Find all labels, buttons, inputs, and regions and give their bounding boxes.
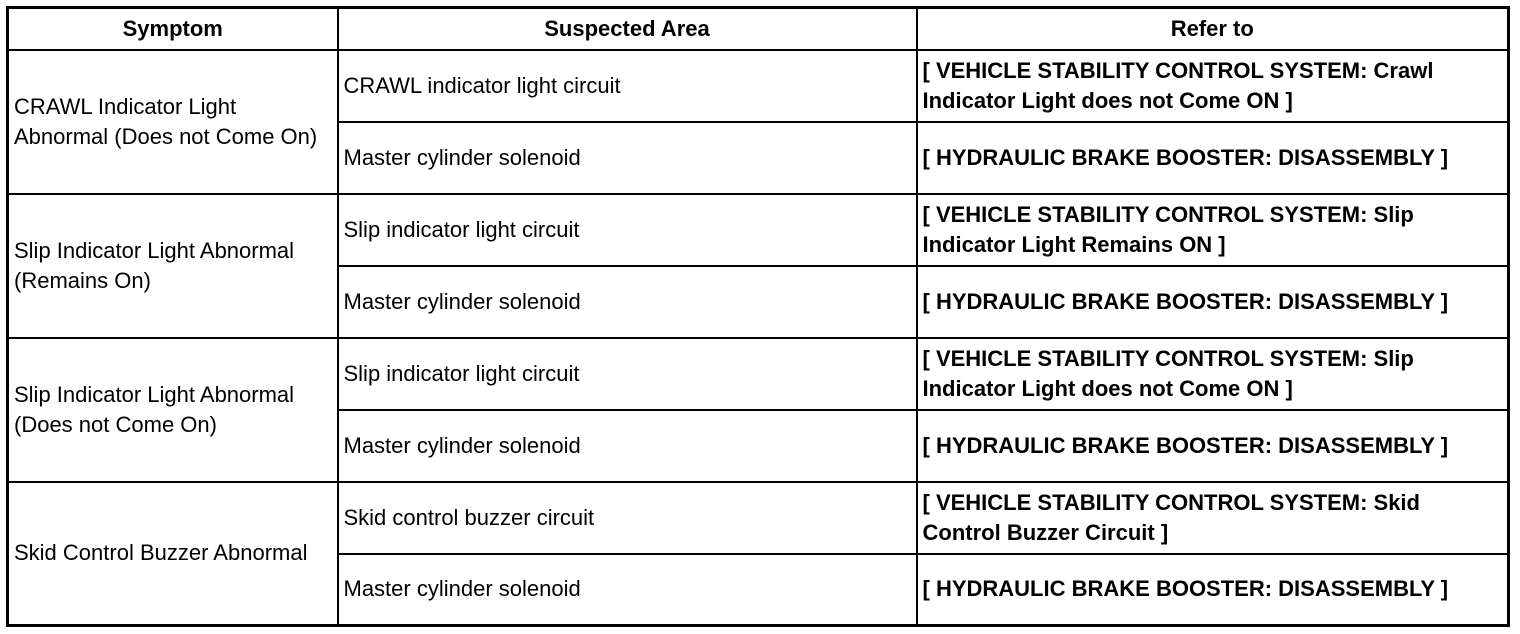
header-suspected-area: Suspected Area <box>338 8 917 50</box>
table-row <box>8 194 1509 266</box>
suspected-area-cell: Master cylinder solenoid <box>338 410 917 482</box>
suspected-area-cell: Master cylinder solenoid <box>338 554 917 626</box>
suspected-area-cell: Slip indicator light circuit <box>338 194 917 266</box>
table-row <box>8 482 1509 554</box>
header-symptom: Symptom <box>8 8 338 50</box>
table-container <box>6 6 1510 627</box>
suspected-area-cell: Master cylinder solenoid <box>338 122 917 194</box>
refer-to-cell: [ VEHICLE STABILITY CONTROL SYSTEM: Skid Control Buzzer Circuit ] <box>917 482 1509 554</box>
symptom-cell: Slip Indicator Light Abnormal (Remains On) <box>8 194 338 338</box>
refer-to-cell: [ VEHICLE STABILITY CONTROL SYSTEM: Slip Indicator Light Remains ON ] <box>917 194 1509 266</box>
suspected-area-cell: CRAWL indicator light circuit <box>338 50 917 122</box>
refer-to-cell: [ HYDRAULIC BRAKE BOOSTER: DISASSEMBLY ] <box>917 122 1509 194</box>
symptom-cell: Slip Indicator Light Abnormal (Does not Come On) <box>8 338 338 482</box>
refer-to-cell: [ VEHICLE STABILITY CONTROL SYSTEM: Crawl Indicator Light does not Come ON ] <box>917 50 1509 122</box>
suspected-area-cell: Slip indicator light circuit <box>338 338 917 410</box>
header-refer-to: Refer to <box>917 8 1509 50</box>
header-row <box>8 8 1509 50</box>
suspected-area-cell: Master cylinder solenoid <box>338 266 917 338</box>
refer-to-cell: [ HYDRAULIC BRAKE BOOSTER: DISASSEMBLY ] <box>917 410 1509 482</box>
refer-to-cell: [ HYDRAULIC BRAKE BOOSTER: DISASSEMBLY ] <box>917 266 1509 338</box>
diagnostic-table <box>6 6 1510 627</box>
refer-to-cell: [ VEHICLE STABILITY CONTROL SYSTEM: Slip Indicator Light does not Come ON ] <box>917 338 1509 410</box>
symptom-cell: CRAWL Indicator Light Abnormal (Does not Come On) <box>8 50 338 194</box>
refer-to-cell: [ HYDRAULIC BRAKE BOOSTER: DISASSEMBLY ] <box>917 554 1509 626</box>
symptom-cell: Skid Control Buzzer Abnormal <box>8 482 338 626</box>
suspected-area-cell: Skid control buzzer circuit <box>338 482 917 554</box>
table-row <box>8 50 1509 122</box>
table-row <box>8 338 1509 410</box>
